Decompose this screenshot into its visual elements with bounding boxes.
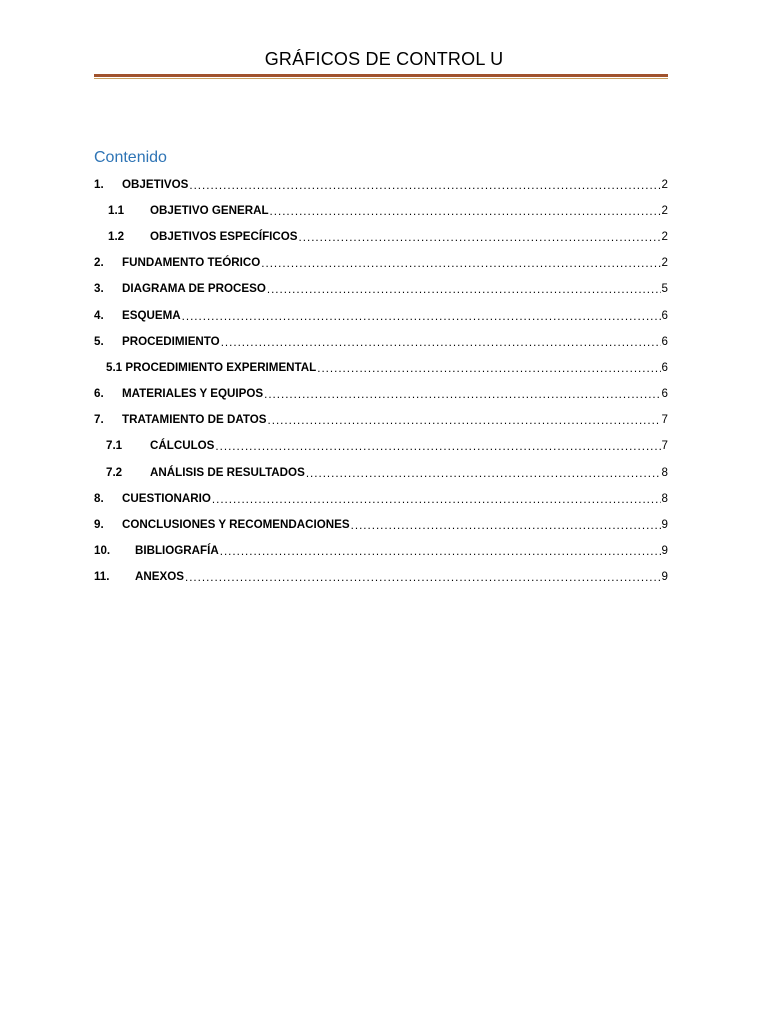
toc-entry-tratamiento-de-datos[interactable] xyxy=(94,407,668,433)
toc-dot-leader xyxy=(189,180,660,198)
toc-entry-label: FUNDAMENTO TEÓRICO xyxy=(122,256,261,270)
toc-entry-label: OBJETIVOS xyxy=(122,177,189,191)
toc-entry-number: 11. xyxy=(94,570,110,584)
toc-entry-number: 5. xyxy=(94,334,104,348)
toc-entry-page: 6 xyxy=(661,334,668,348)
toc-entry-conclusiones[interactable] xyxy=(94,511,668,537)
toc-entry-page: 8 xyxy=(661,491,668,505)
toc-entry-number: 7.2 xyxy=(106,465,123,479)
toc-entry-procedimiento-experimental[interactable] xyxy=(94,354,668,380)
toc-entry-number: 7. xyxy=(94,413,104,427)
toc-entry-page: 6 xyxy=(661,308,668,322)
toc-entry-label: CÁLCULOS xyxy=(150,439,215,453)
toc-entry-calculos[interactable] xyxy=(94,433,668,459)
toc-dot-leader xyxy=(299,232,661,250)
toc-dot-leader xyxy=(306,468,661,486)
toc-entry-anexos[interactable] xyxy=(94,564,668,590)
toc-entry-number: 1.1 xyxy=(108,203,125,217)
toc-entry-page: 2 xyxy=(661,229,668,243)
toc-dot-leader xyxy=(268,415,661,433)
toc-entry-label: BIBLIOGRAFÍA xyxy=(135,544,219,558)
toc-entry-materiales-y-equipos[interactable] xyxy=(94,381,668,407)
toc-dot-leader xyxy=(215,441,660,459)
toc-entry-page: 9 xyxy=(661,570,668,584)
toc-entry-number: 7.1 xyxy=(106,439,123,453)
toc-entry-page: 6 xyxy=(661,387,668,401)
toc-dot-leader xyxy=(351,520,661,538)
toc-entry-page: 2 xyxy=(661,203,668,217)
header-rule-thin xyxy=(94,78,668,79)
toc-dot-leader xyxy=(267,284,661,302)
toc-entry-label: TRATAMIENTO DE DATOS xyxy=(122,413,267,427)
toc-entry-page: 2 xyxy=(661,177,668,191)
toc-heading: Contenido xyxy=(94,149,167,166)
toc-entry-cuestionario[interactable] xyxy=(94,485,668,511)
toc-entry-number: 1. xyxy=(94,177,104,191)
toc-dot-leader xyxy=(317,363,660,381)
toc-entry-objetivos[interactable] xyxy=(94,171,668,197)
toc-entry-fundamento-teorico[interactable] xyxy=(94,250,668,276)
table-of-contents xyxy=(94,171,668,590)
toc-dot-leader xyxy=(182,311,661,329)
toc-entry-number: 3. xyxy=(94,282,104,296)
toc-entry-number: 9. xyxy=(94,518,104,532)
toc-entry-page: 8 xyxy=(661,465,668,479)
toc-entry-label: CUESTIONARIO xyxy=(122,491,211,505)
toc-entry-objetivos-especificos[interactable] xyxy=(94,223,668,249)
toc-entry-label: OBJETIVOS ESPECÍFICOS xyxy=(150,229,298,243)
toc-dot-leader xyxy=(221,337,661,355)
toc-entry-page: 7 xyxy=(661,439,668,453)
header-rule-thick xyxy=(94,74,668,77)
toc-entry-procedimiento[interactable] xyxy=(94,328,668,354)
toc-entry-number: 10. xyxy=(94,544,111,558)
toc-entry-label: ESQUEMA xyxy=(122,308,181,322)
toc-entry-page: 2 xyxy=(661,256,668,270)
toc-entry-bibliografia[interactable] xyxy=(94,538,668,564)
toc-entry-label: MATERIALES Y EQUIPOS xyxy=(122,387,264,401)
toc-entry-number: 8. xyxy=(94,491,104,505)
toc-entry-label: ANÁLISIS DE RESULTADOS xyxy=(150,465,305,479)
toc-entry-page: 6 xyxy=(661,360,668,374)
toc-entry-number: 6. xyxy=(94,387,104,401)
toc-entry-page: 5 xyxy=(661,282,668,296)
toc-dot-leader xyxy=(261,258,660,276)
toc-entry-label: PROCEDIMIENTO xyxy=(122,334,220,348)
toc-entry-number: 4. xyxy=(94,308,104,322)
toc-entry-objetivo-general[interactable] xyxy=(94,197,668,223)
toc-dot-leader xyxy=(270,206,661,224)
toc-entry-analisis-de-resultados[interactable] xyxy=(94,459,668,485)
toc-entry-label: OBJETIVO GENERAL xyxy=(150,203,269,217)
toc-entry-label: DIAGRAMA DE PROCESO xyxy=(122,282,266,296)
page-title: GRÁFICOS DE CONTROL U xyxy=(264,49,504,69)
toc-entry-label: 5.1 PROCEDIMIENTO EXPERIMENTAL xyxy=(106,360,317,374)
toc-dot-leader xyxy=(264,389,660,407)
toc-entry-diagrama-de-proceso[interactable] xyxy=(94,276,668,302)
toc-entry-esquema[interactable] xyxy=(94,302,668,328)
toc-entry-number: 1.2 xyxy=(108,229,125,243)
toc-dot-leader xyxy=(185,572,661,590)
toc-dot-leader xyxy=(212,494,661,512)
toc-entry-page: 9 xyxy=(661,544,668,558)
toc-entry-page: 7 xyxy=(661,413,668,427)
toc-entry-number: 2. xyxy=(94,256,104,270)
toc-entry-page: 9 xyxy=(661,518,668,532)
toc-entry-label: ANEXOS xyxy=(135,570,184,584)
toc-entry-label: CONCLUSIONES Y RECOMENDACIONES xyxy=(122,518,350,532)
toc-dot-leader xyxy=(220,546,661,564)
